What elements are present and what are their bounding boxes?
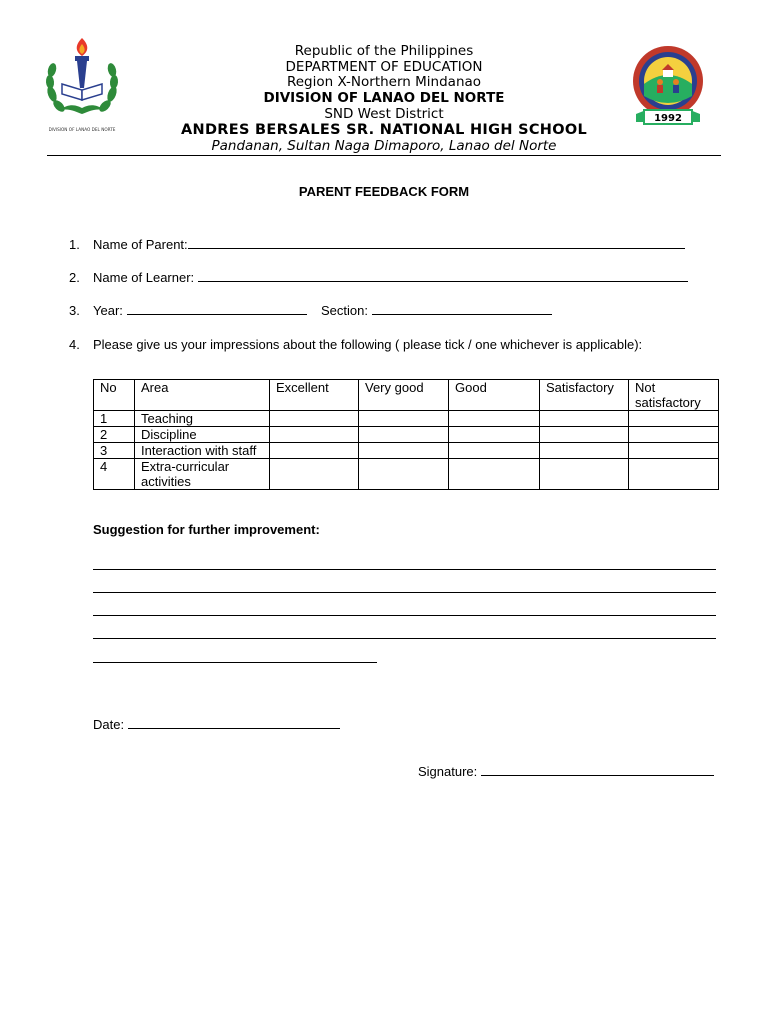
header-divider (47, 155, 721, 156)
form-title: PARENT FEEDBACK FORM (298, 184, 470, 199)
item-number: 4. (69, 337, 80, 352)
header-district: SND West District (324, 106, 444, 122)
year-section-row (69, 303, 552, 319)
table-row (94, 427, 719, 443)
header-address: Pandanan, Sultan Naga Dimaporo, Lanao del Norte (211, 138, 557, 154)
row-area: Discipline (135, 427, 270, 443)
header-department: DEPARTMENT OF EDUCATION (285, 59, 483, 75)
header-country: Republic of the Philippines (294, 43, 474, 59)
tick-excellent-cell[interactable] (270, 459, 359, 490)
row-number: 4 (94, 459, 135, 490)
suggestion-label: Suggestion for further improvement: (93, 522, 320, 537)
tick-good-cell[interactable] (449, 427, 540, 443)
year-field[interactable] (127, 303, 307, 315)
header-region: Region X-Northern Mindanao (286, 74, 482, 90)
header-no: No (94, 380, 135, 411)
tick-very-good-cell[interactable] (359, 459, 449, 490)
tick-excellent-cell[interactable] (270, 443, 359, 459)
tick-very-good-cell[interactable] (359, 443, 449, 459)
parent-name-label: Name of Parent: (93, 237, 188, 252)
section-field[interactable] (372, 303, 552, 315)
left-logo-caption: DIVISION OF LANAO DEL NORTE (48, 127, 116, 132)
table-row (94, 443, 719, 459)
item-number: 2. (69, 270, 80, 285)
tick-excellent-cell[interactable] (270, 427, 359, 443)
header-school-name: ANDRES BERSALES SR. NATIONAL HIGH SCHOOL (180, 122, 588, 138)
learner-name-row (69, 270, 688, 286)
tick-very-good-cell[interactable] (359, 411, 449, 427)
tick-satisfactory-cell[interactable] (540, 459, 629, 490)
tick-very-good-cell[interactable] (359, 427, 449, 443)
date-row (93, 717, 340, 732)
signature-row (418, 764, 714, 779)
tick-not-satisfactory-cell[interactable] (629, 427, 719, 443)
year-label: Year: (93, 303, 123, 318)
header-not-satisfactory: Not satisfactory (629, 380, 719, 411)
item-number: 1. (69, 237, 80, 252)
row-area: Extra-curricular activities (135, 459, 270, 490)
tick-satisfactory-cell[interactable] (540, 443, 629, 459)
impressions-instruction: Please give us your impressions about the following ( please tick / one whichever is applicable): (93, 337, 643, 352)
parent-name-row (69, 237, 685, 253)
suggestion-line[interactable] (93, 592, 716, 593)
section-label: Section: (320, 303, 368, 318)
learner-name-label: Name of Learner: (93, 270, 195, 285)
table-row (94, 459, 719, 490)
seal-year: 1992 (654, 113, 682, 124)
ratings-table (93, 379, 719, 490)
tick-excellent-cell[interactable] (270, 411, 359, 427)
tick-good-cell[interactable] (449, 411, 540, 427)
suggestion-line[interactable] (93, 638, 716, 639)
tick-satisfactory-cell[interactable] (540, 411, 629, 427)
tick-good-cell[interactable] (449, 459, 540, 490)
suggestion-line[interactable] (93, 569, 716, 570)
signature-field[interactable] (481, 764, 714, 776)
impressions-row (69, 337, 642, 353)
header-excellent: Excellent (270, 380, 359, 411)
tick-not-satisfactory-cell[interactable] (629, 459, 719, 490)
header-division: DIVISION OF LANAO DEL NORTE (263, 90, 505, 106)
row-number: 2 (94, 427, 135, 443)
header-good: Good (449, 380, 540, 411)
tick-not-satisfactory-cell[interactable] (629, 443, 719, 459)
parent-name-field[interactable] (188, 237, 685, 249)
tick-satisfactory-cell[interactable] (540, 427, 629, 443)
row-area: Teaching (135, 411, 270, 427)
header-very-good: Very good (359, 380, 449, 411)
tick-good-cell[interactable] (449, 443, 540, 459)
row-number: 3 (94, 443, 135, 459)
suggestion-line[interactable] (93, 662, 377, 663)
item-number: 3. (69, 303, 80, 318)
table-header-row (94, 380, 719, 411)
signature-label: Signature: (418, 764, 478, 779)
header-area: Area (135, 380, 270, 411)
suggestion-line[interactable] (93, 615, 716, 616)
header-satisfactory: Satisfactory (540, 380, 629, 411)
table-row (94, 411, 719, 427)
row-area: Interaction with staff (135, 443, 270, 459)
date-label: Date: (93, 717, 125, 732)
tick-not-satisfactory-cell[interactable] (629, 411, 719, 427)
date-field[interactable] (128, 717, 340, 729)
learner-name-field[interactable] (198, 270, 688, 282)
row-number: 1 (94, 411, 135, 427)
